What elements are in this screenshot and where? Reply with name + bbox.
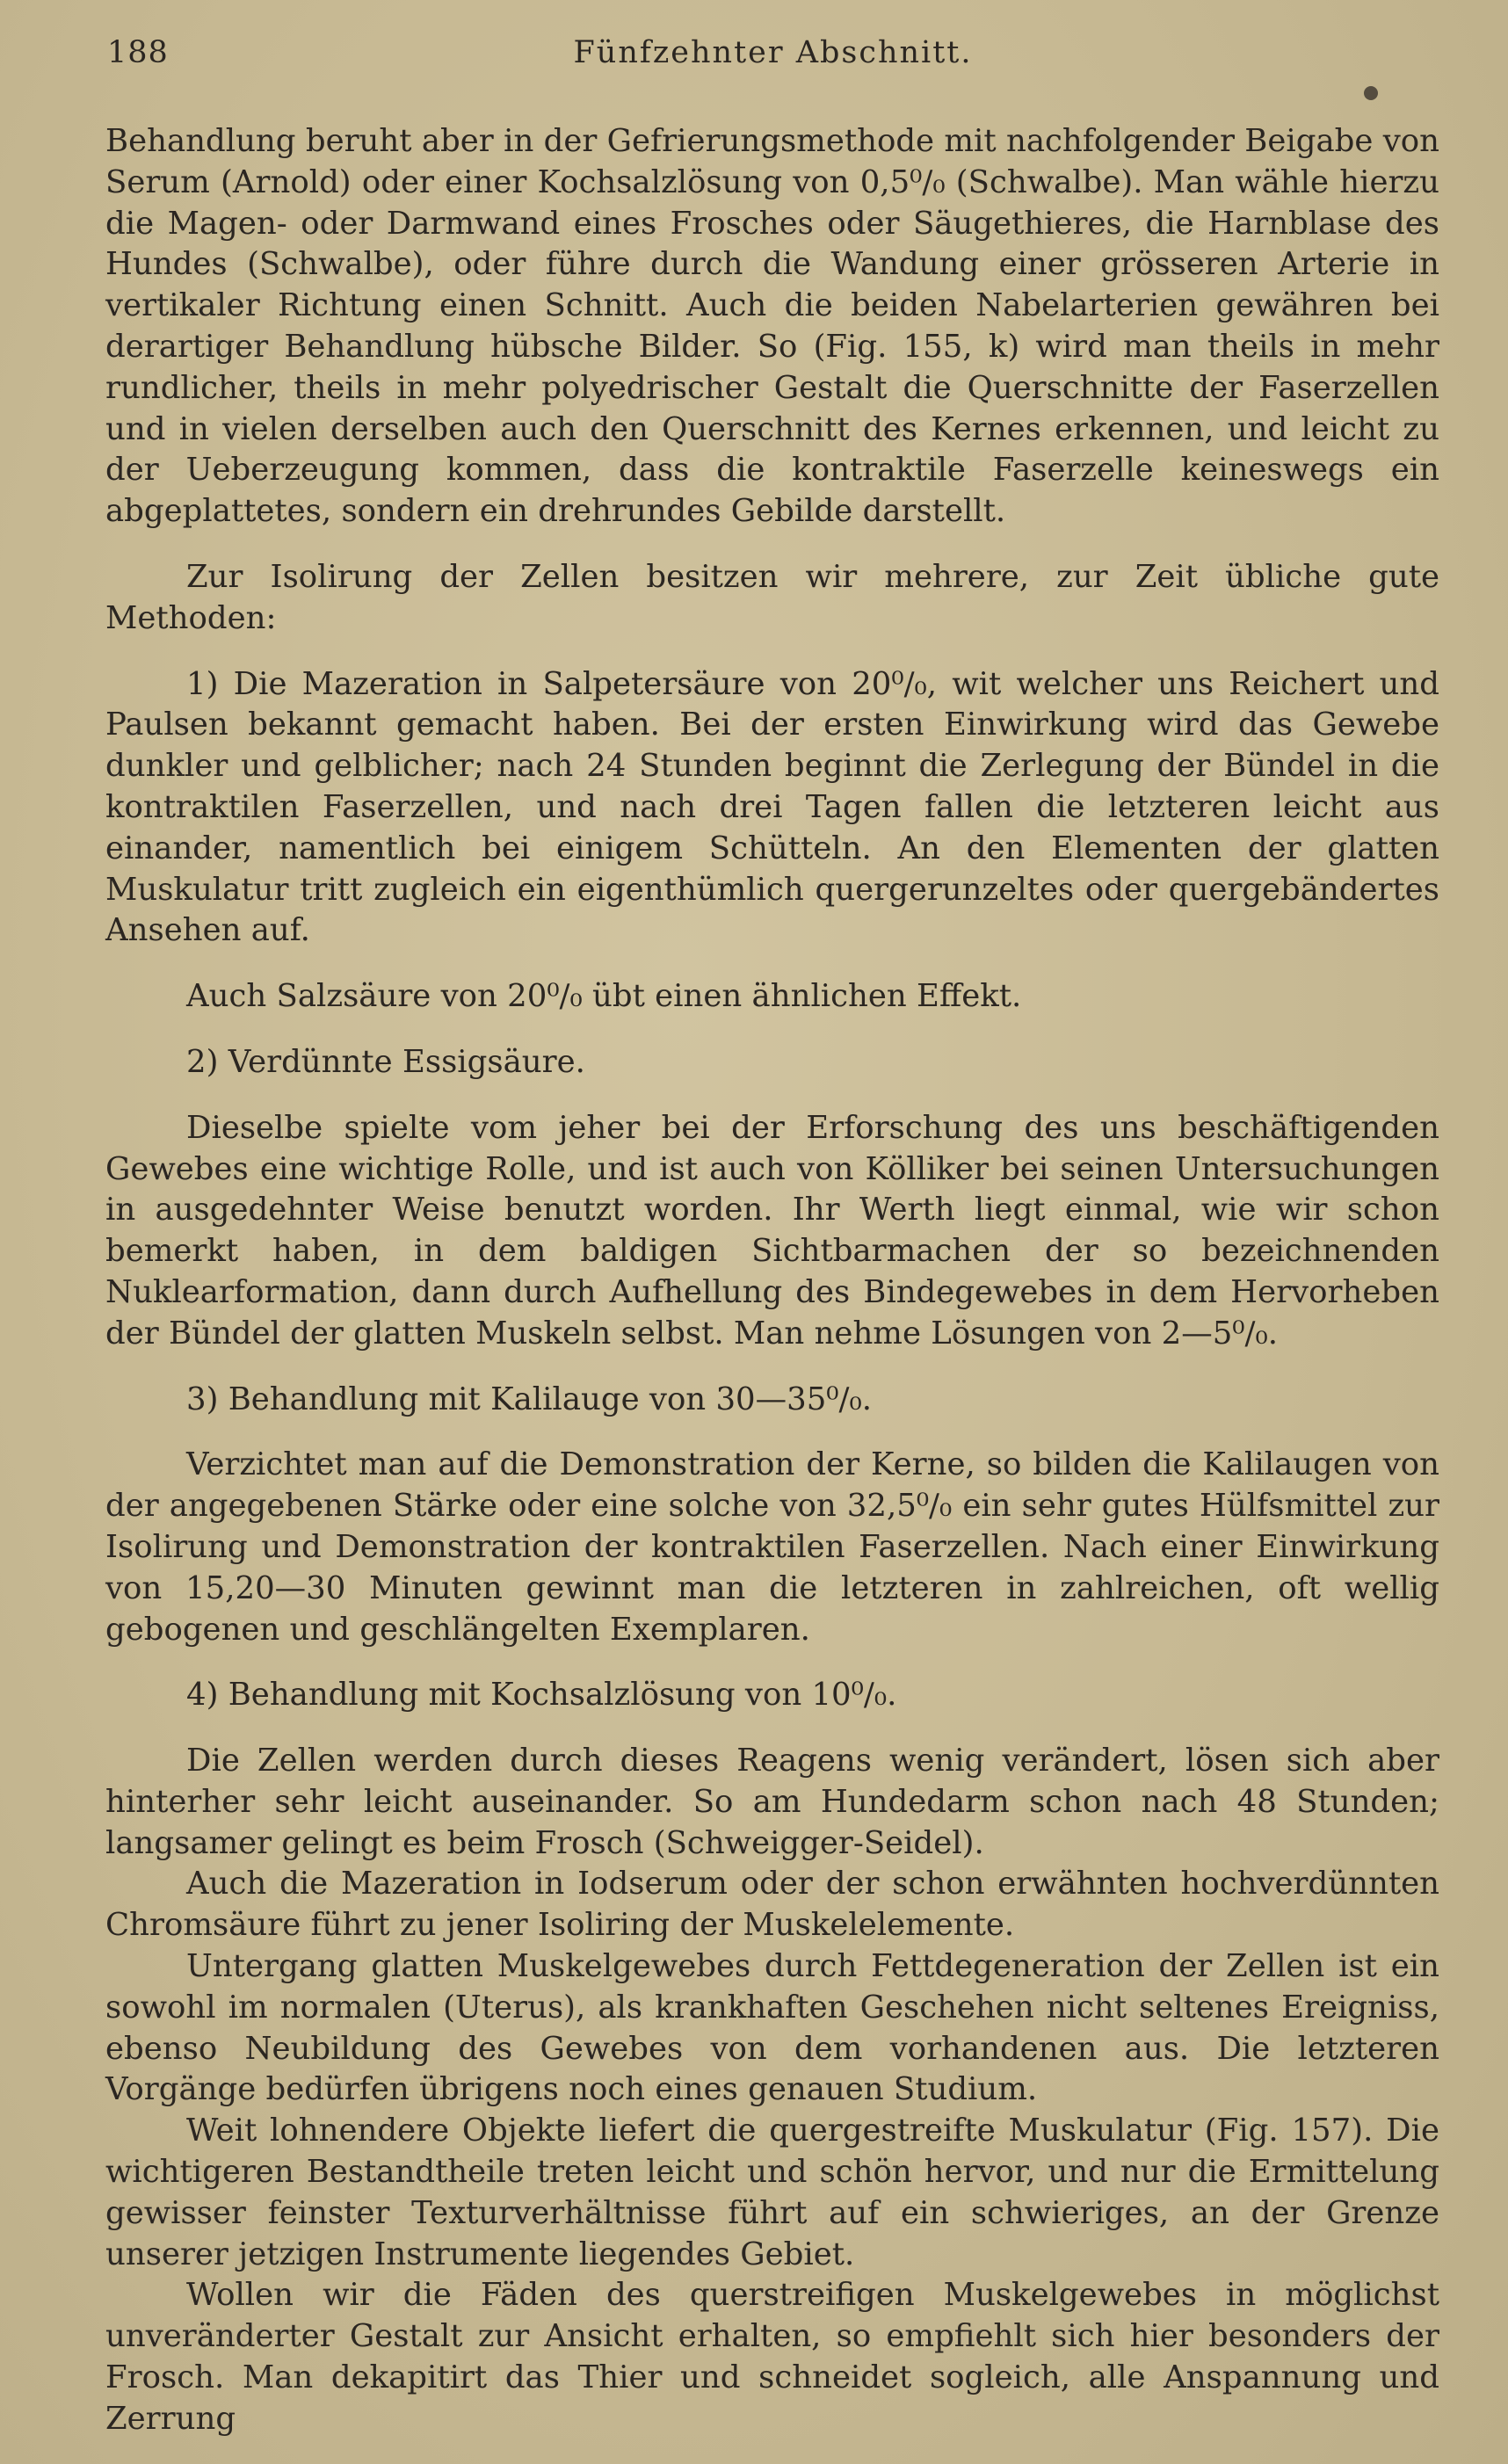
paragraph-method-1: 1) Die Mazeration in Salpetersäure von 20⁰/₀, wit welcher uns Reichert und Paulsen bekannt gemacht haben. Bei der ersten Einwirkung wird das Gewebe dunkler und gelblicher; nach 24 Stunden beginnt die Zerlegung der Bündel in die kontraktilen Faserzellen, und nach drei Tagen fallen die letzteren leicht aus einander, namentlich bei einigem Schütteln. An den Elementen der glatten Muskulatur tritt zugleich ein eigenthümlich quergerunzeltes oder quergebändertes Ansehen auf. bbox=[105, 665, 1439, 949]
paragraph-essigsaeure: Dieselbe spielte vom jeher bei der Erforschung des uns beschäftigenden Gewebes eine wichtige Rolle, und ist auch von Kölliker bei seinen Untersuchungen in ausgedehnter Weise benutzt worden. Ihr Werth liegt einmal, wie wir schon bemerkt haben, in dem baldigen Sichtbarmachen der so bezeichnenden Nuklearformation, dann durch Aufhellung des Bindegewebes in dem Hervorheben der Bündel der glatten Muskeln selbst. Man nehme Lösungen von 2—5⁰/₀. bbox=[105, 1109, 1439, 1352]
ink-speck bbox=[1364, 86, 1378, 100]
paragraph-kochsalz: Die Zellen werden durch dieses Reagens wenig verändert, lösen sich aber hinterher sehr leicht auseinander. So am Hundedarm schon nach 48 Stunden; langsamer gelingt es beim Frosch (Schweigger-Seidel). bbox=[105, 1743, 1439, 1861]
paragraph-salzsaeure: Auch Salzsäure von 20⁰/₀ übt einen ähnlichen Effekt. bbox=[186, 978, 1022, 1015]
paragraph-iodserum: Auch die Mazeration in Iodserum oder der schon erwähnten hochverdünnten Chromsäure führt zu jener Isoliring der Muskelelemente. bbox=[105, 1866, 1439, 1944]
heading-method-2: 2) Verdünnte Essigsäure. bbox=[186, 1043, 585, 1080]
paragraph-continuation: Behandlung beruht aber in der Gefrierungsmethode mit nachfolgender Beigabe von Serum (Arnold) oder einer Kochsalzlösung von 0,5⁰/₀ (Schwalbe). Man wähle hierzu die Magen- oder Darmwand eines Frosches oder Säugethieres, die Harnblase des Hundes (Schwalbe), oder führe durch die Wandung einer grösseren Arterie in vertikaler Richtung einen Schnitt. Auch die beiden Nabelarterien gewähren bei derartiger Behandlung hübsche Bilder. So (Fig. 155, k) wird man theils in mehr rundlicher, theils in mehr polyedrischer Gestalt die Querschnitte der Faserzellen und in vielen derselben auch den Querschnitt des Kernes erkennen, und leicht zu der Ueberzeugung kommen, dass die kontraktile Faserzelle keineswegs ein abgeplattetes, sondern ein drehrundes Gebilde darstellt. bbox=[105, 123, 1439, 530]
body-text bbox=[105, 121, 1439, 2440]
paragraph-frosch: Wollen wir die Fäden des querstreifigen Muskelgewebes in möglichst unveränderter Gestalt zur Ansicht erhalten, so empfiehlt sich hier besonders der Frosch. Man dekapitirt das Thier und schneidet sogleich, alle Anspannung und Zerrung bbox=[105, 2277, 1439, 2437]
page-header bbox=[107, 35, 1439, 79]
paragraph-quergestreift: Weit lohnendere Objekte liefert die quergestreifte Muskulatur (Fig. 157). Die wichtigeren Bestandtheile treten leicht und schön hervor, und nur die Ermittelung gewisser feinster Texturverhältnisse führt auf ein schwieriges, an der Grenze unserer jetzigen Instrumente liegendes Gebiet. bbox=[105, 2113, 1439, 2272]
page-number: 188 bbox=[107, 35, 169, 70]
paragraph-methods-intro: Zur Isolirung der Zellen besitzen wir mehrere, zur Zeit übliche gute Methoden: bbox=[105, 558, 1439, 636]
heading-method-4: 4) Behandlung mit Kochsalzlösung von 10⁰/₀. bbox=[186, 1677, 897, 1714]
paragraph-kalilauge: Verzichtet man auf die Demonstration der Kerne, so bilden die Kalilaugen von der angegebenen Stärke oder eine solche von 32,5⁰/₀ ein sehr gutes Hülfsmittel zur Isolirung und Demonstration der kontraktilen Faserzellen. Nach einer Einwirkung von 15,20—30 Minuten gewinnt man die letzteren in zahlreichen, oft wellig gebogenen und geschlängelten Exemplaren. bbox=[105, 1446, 1439, 1648]
heading-method-3: 3) Behandlung mit Kalilauge von 30—35⁰/₀. bbox=[186, 1381, 873, 1417]
paragraph-untergang: Untergang glatten Muskelgewebes durch Fettdegeneration der Zellen ist ein sowohl im normalen (Uterus), als krankhaften Geschehen nicht seltenes Ereigniss, ebenso Neubildung des Gewebes von dem vorhandenen aus. Die letzteren Vorgänge bedürfen übrigens noch eines genauen Studium. bbox=[105, 1948, 1439, 2108]
running-head: Fünfzehnter Abschnitt. bbox=[573, 35, 973, 70]
